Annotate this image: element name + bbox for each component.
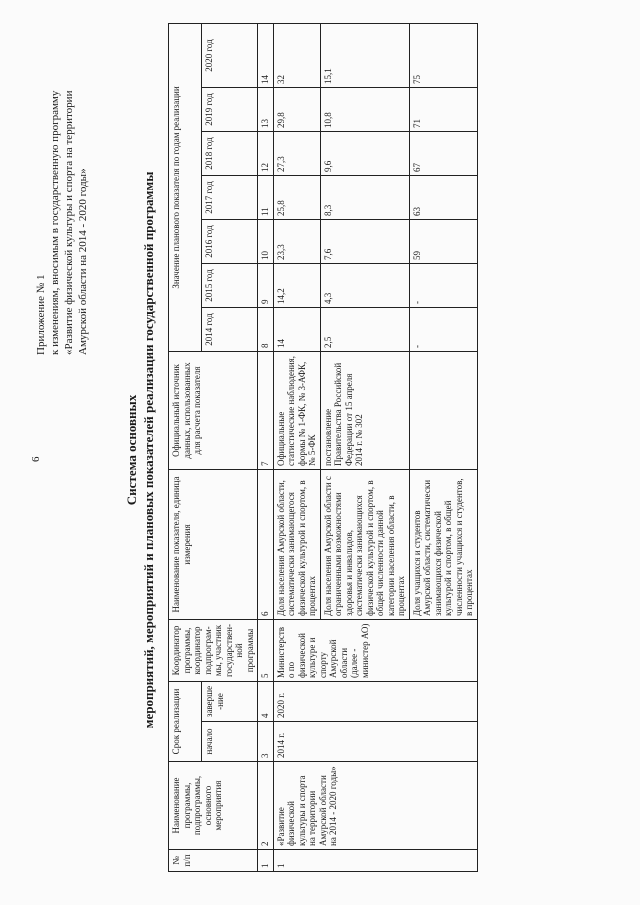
- column-number: 10: [258, 220, 274, 264]
- value-2020: 32: [273, 24, 320, 88]
- appendix-header: [34, 25, 90, 355]
- value-2017: 8,3: [320, 176, 409, 220]
- value-2019: 71: [409, 88, 477, 132]
- value-2016: 23,3: [273, 220, 320, 264]
- column-number: 8: [258, 308, 274, 352]
- value-2015: 14,2: [273, 264, 320, 308]
- header-year-2015: 2015 год: [202, 264, 258, 308]
- indicators-table: [168, 23, 478, 872]
- column-number: 14: [258, 24, 274, 88]
- value-2018: 67: [409, 132, 477, 176]
- value-2016: 7,6: [320, 220, 409, 264]
- value-2015: -: [409, 264, 477, 308]
- column-number: 7: [258, 352, 274, 470]
- header-source: Официальный источник данных, использованных для расчета показателя: [169, 352, 258, 470]
- header-year-2014: 2014 год: [202, 308, 258, 352]
- row-number: 1: [273, 850, 477, 872]
- rotated-sheet: [10, 10, 630, 890]
- header-row-1: [169, 24, 202, 872]
- indicator-source: [409, 352, 477, 470]
- column-number: 2: [258, 762, 274, 850]
- appendix-line-1: Приложение № 1: [35, 274, 47, 355]
- indicator-name: Доля населения Амурской области, систематически занимающегося физической культурой и спортом, в процентах: [273, 470, 320, 620]
- column-number: 12: [258, 132, 274, 176]
- page-number: 6: [30, 456, 42, 462]
- value-2017: 63: [409, 176, 477, 220]
- header-year-2017: 2017 год: [202, 176, 258, 220]
- header-name: Наименование программы, подпрограммы, основного мероприятия: [169, 762, 258, 850]
- column-number: 3: [258, 722, 274, 762]
- value-2017: 25,8: [273, 176, 320, 220]
- header-start: начало: [202, 722, 258, 762]
- header-coordinator: Координатор программы, координатор подпрограм-мы, участник государствен-ной программы: [169, 620, 258, 682]
- value-2014: 2,5: [320, 308, 409, 352]
- appendix-line-4: Амурской области на 2014 - 2020 годы»: [77, 168, 89, 355]
- start-date: 2014 г.: [273, 722, 477, 762]
- column-number: 4: [258, 682, 274, 722]
- indicator-name: Доля учащихся и студентов Амурской области, систематически занимающихся физической культурой и спортом, в общей численности учащихся и студентов, в процентах: [409, 470, 477, 620]
- column-number: 1: [258, 850, 274, 872]
- table-row: [273, 24, 320, 872]
- appendix-line-2: к изменениям, вносимым в государственную программу: [49, 90, 61, 355]
- header-year-2018: 2018 год: [202, 132, 258, 176]
- document-title: Система основных: [124, 394, 139, 506]
- value-2014: -: [409, 308, 477, 352]
- indicator-name: Доля населения Амурской области с ограниченными возможностями здоровья и инвалидов, систематически занимающихся физической культурой и спортом, в общей численности данной категории населения области, в процентах: [320, 470, 409, 620]
- value-2014: 14: [273, 308, 320, 352]
- column-number: 11: [258, 176, 274, 220]
- value-2018: 9,6: [320, 132, 409, 176]
- program-name: «Развитие физической культуры и спорта на территории Амурской области на 2014 - 2020 годы»: [273, 762, 477, 850]
- appendix-line-3: «Развитие физической культуры и спорта на территории: [63, 90, 75, 355]
- indicator-source: постановление Правительства Российской Федерации от 15 апреля 2014 г. № 302: [320, 352, 409, 470]
- value-2020: 15,1: [320, 24, 409, 88]
- document-subtitle: мероприятий, мероприятий и плановых показателей реализации государственной программы: [141, 171, 156, 729]
- header-term: Срок реализации: [169, 682, 202, 762]
- column-number: 13: [258, 88, 274, 132]
- value-2019: 29,8: [273, 88, 320, 132]
- column-number: 9: [258, 264, 274, 308]
- indicator-source: Официальные статистические наблюдения, формы № 1-ФК, № 3-АФК, № 5-ФК: [273, 352, 320, 470]
- value-2019: 10,8: [320, 88, 409, 132]
- value-2018: 27,3: [273, 132, 320, 176]
- value-2020: 75: [409, 24, 477, 88]
- column-number: 6: [258, 470, 274, 620]
- coordinator: Министерство по физической культуре и спорту Амурской области (далее - министер АО): [273, 620, 477, 682]
- value-2015: 4,3: [320, 264, 409, 308]
- header-values: Значение планового показателя по годам реализации: [169, 24, 202, 352]
- column-number: 5: [258, 620, 274, 682]
- value-2016: 59: [409, 220, 477, 264]
- header-end: заверше-ние: [202, 682, 258, 722]
- header-year-2020: 2020 год: [202, 24, 258, 88]
- header-year-2019: 2019 год: [202, 88, 258, 132]
- header-num: № п/п: [169, 850, 258, 872]
- header-year-2016: 2016 год: [202, 220, 258, 264]
- end-date: 2020 г.: [273, 682, 477, 722]
- column-number-row: [258, 24, 274, 872]
- header-indicator: Наименование показателя, единица измерения: [169, 470, 258, 620]
